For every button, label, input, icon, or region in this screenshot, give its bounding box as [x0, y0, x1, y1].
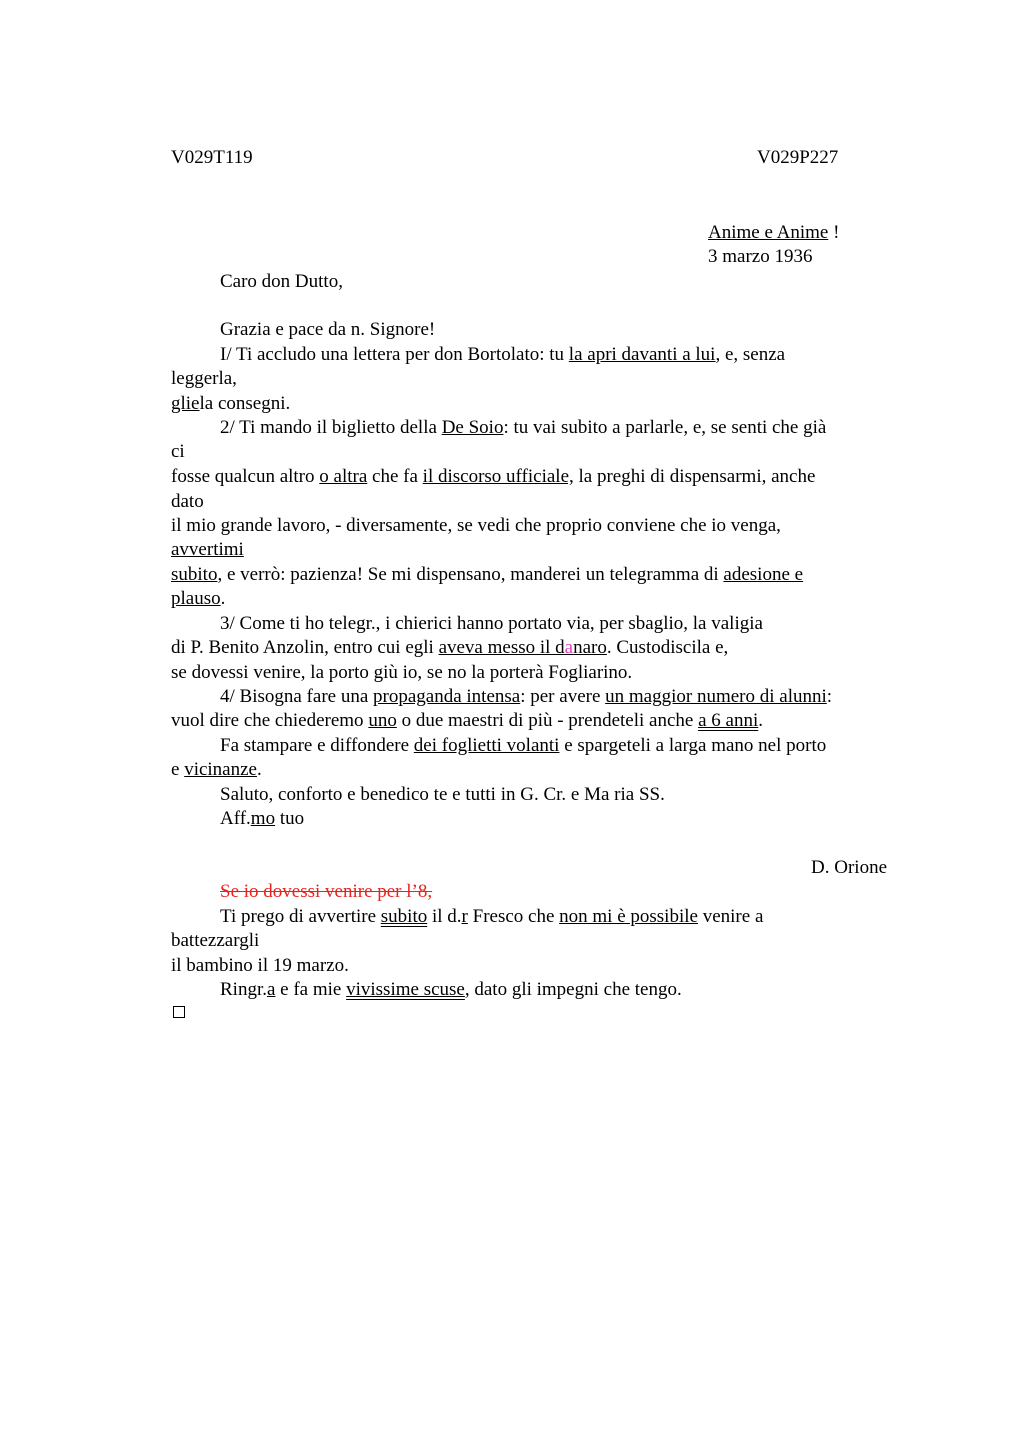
letter-date: 3 marzo 1936	[708, 246, 813, 267]
text-run: la preghi di dispensarmi, anche	[573, 466, 816, 487]
paragraph-2-line-8	[171, 587, 225, 611]
text-run: , e verrò: pazienza! Se mi dispensano, manderei un telegramma di	[217, 564, 724, 585]
text-run: fosse qualcun altro	[171, 466, 320, 487]
paragraph-2-line-4: dato	[171, 491, 204, 512]
closing-aff	[220, 807, 304, 831]
empty-square-icon	[173, 1006, 185, 1018]
text-run: o due maestri di più - prendeteli anche	[396, 710, 699, 731]
paragraph-5-line-1	[220, 734, 826, 758]
text-run: naro	[573, 637, 607, 658]
header-right-code: V029P227	[757, 147, 839, 168]
underlined-run: o altra	[319, 466, 368, 487]
text-run: venire a	[697, 906, 764, 927]
text-run: : per avere	[520, 686, 606, 707]
text-run: .	[256, 759, 262, 780]
text-run: .	[220, 588, 226, 609]
text-run: Fresco che	[467, 906, 560, 927]
underlined-run: la apri davanti a lui	[568, 344, 716, 365]
paragraph-2-line-6	[171, 538, 244, 562]
underlined-run: plauso	[171, 588, 221, 609]
text-run: tuo	[275, 808, 305, 829]
underlined-run: a	[266, 979, 276, 1000]
motto-mark: !	[828, 222, 840, 243]
text-run: .	[758, 710, 763, 731]
underlined-run: vicinanze	[184, 759, 257, 780]
underlined-run: mo	[250, 808, 276, 829]
highlighted-letter: a	[564, 637, 574, 658]
closing-line: Saluto, conforto e benedico te e tutti in G. Cr. e Ma ria SS.	[220, 784, 665, 805]
header-left-code: V029T119	[171, 147, 253, 168]
salutation: Caro don Dutto,	[220, 271, 343, 292]
underlined-run: dei foglietti volanti	[413, 735, 560, 756]
text-run: : tu vai subito a parlarle, e, se senti che già	[503, 417, 827, 438]
paragraph-3-line-2	[171, 636, 728, 660]
underlined-run: De Soio	[441, 417, 504, 438]
text-run: Ringr.	[220, 979, 267, 1000]
double-underlined-run: vivissime scuse	[346, 979, 465, 1000]
text-run: il d.	[427, 906, 462, 927]
motto-text: Anime e Anime	[708, 222, 829, 243]
underlined-run: un maggior numero di alunni	[605, 686, 827, 707]
greeting: Grazia e pace da n. Signore!	[220, 319, 436, 340]
text-run: , dato gli impegni che tengo.	[464, 979, 682, 1000]
paragraph-1-line-2: leggerla,	[171, 368, 237, 389]
text-run: I/ Ti accludo una lettera per don Bortolato: tu	[220, 344, 569, 365]
struck-line: Se io dovessi venire per l’8,	[220, 881, 433, 902]
paragraph-2-line-1	[220, 416, 826, 440]
text-run: . Custodiscila e,	[606, 637, 729, 658]
postscript-line-4	[220, 978, 682, 1002]
paragraph-5-line-2	[171, 758, 262, 782]
underlined-run: non mi è possibile	[559, 906, 698, 927]
paragraph-2-line-5: il mio grande lavoro, - diversamente, se vedi che proprio conviene che io venga,	[171, 515, 781, 536]
underlined-run: uno	[368, 710, 397, 731]
postscript-line-2: battezzargli	[171, 930, 260, 951]
postscript-line-1	[220, 905, 763, 929]
text-run: la consegni.	[199, 393, 291, 414]
text-run: e spargeteli a larga mano nel porto	[559, 735, 827, 756]
text-run: aveva messo il d	[438, 637, 565, 658]
paragraph-3-line-1: 3/ Come ti ho telegr., i chierici hanno portato via, per sbaglio, la valigia	[220, 613, 763, 634]
signature: D. Orione	[811, 857, 887, 878]
paragraph-4-line-1	[220, 685, 832, 709]
text-run: di P. Benito Anzolin, entro cui egli	[171, 637, 439, 658]
paragraph-2-line-7	[171, 563, 803, 587]
text-run: Ti prego di avvertire	[220, 906, 381, 927]
text-run: 4/ Bisogna fare una	[220, 686, 374, 707]
postscript-line-3: il bambino il 19 marzo.	[171, 955, 349, 976]
underlined-run: propaganda intensa	[373, 686, 521, 707]
motto	[708, 221, 839, 245]
text-run: :	[826, 686, 833, 707]
text-run: che fa	[367, 466, 423, 487]
underlined-run: r	[461, 906, 468, 927]
underlined-run: avvertimi	[171, 539, 244, 560]
paragraph-1-line-1	[220, 343, 785, 367]
paragraph-3-line-3: se dovessi venire, la porto giù io, se no la porterà Fogliarino.	[171, 662, 633, 683]
text-run: e	[171, 759, 185, 780]
text-run: Fa stampare e diffondere	[220, 735, 414, 756]
underlined-run: subito	[171, 564, 218, 585]
text-run: e fa mie	[275, 979, 347, 1000]
paragraph-2-line-2: ci	[171, 441, 185, 462]
underlined-run	[439, 637, 607, 658]
text-run: vuol dire che chiederemo	[171, 710, 369, 731]
underlined-run: glie	[171, 393, 200, 414]
underlined-run: adesione e	[723, 564, 804, 585]
double-underlined-run: subito	[380, 906, 428, 927]
text-run: , e, senza	[715, 344, 786, 365]
paragraph-2-line-3	[171, 465, 815, 489]
double-underlined-run: a 6 anni	[698, 710, 759, 731]
underlined-run: il discorso ufficiale,	[422, 466, 574, 487]
paragraph-1-line-3	[171, 392, 290, 416]
text-run: Aff.	[220, 808, 251, 829]
text-run: 2/ Ti mando il biglietto della	[220, 417, 442, 438]
paragraph-4-line-2	[171, 709, 763, 733]
